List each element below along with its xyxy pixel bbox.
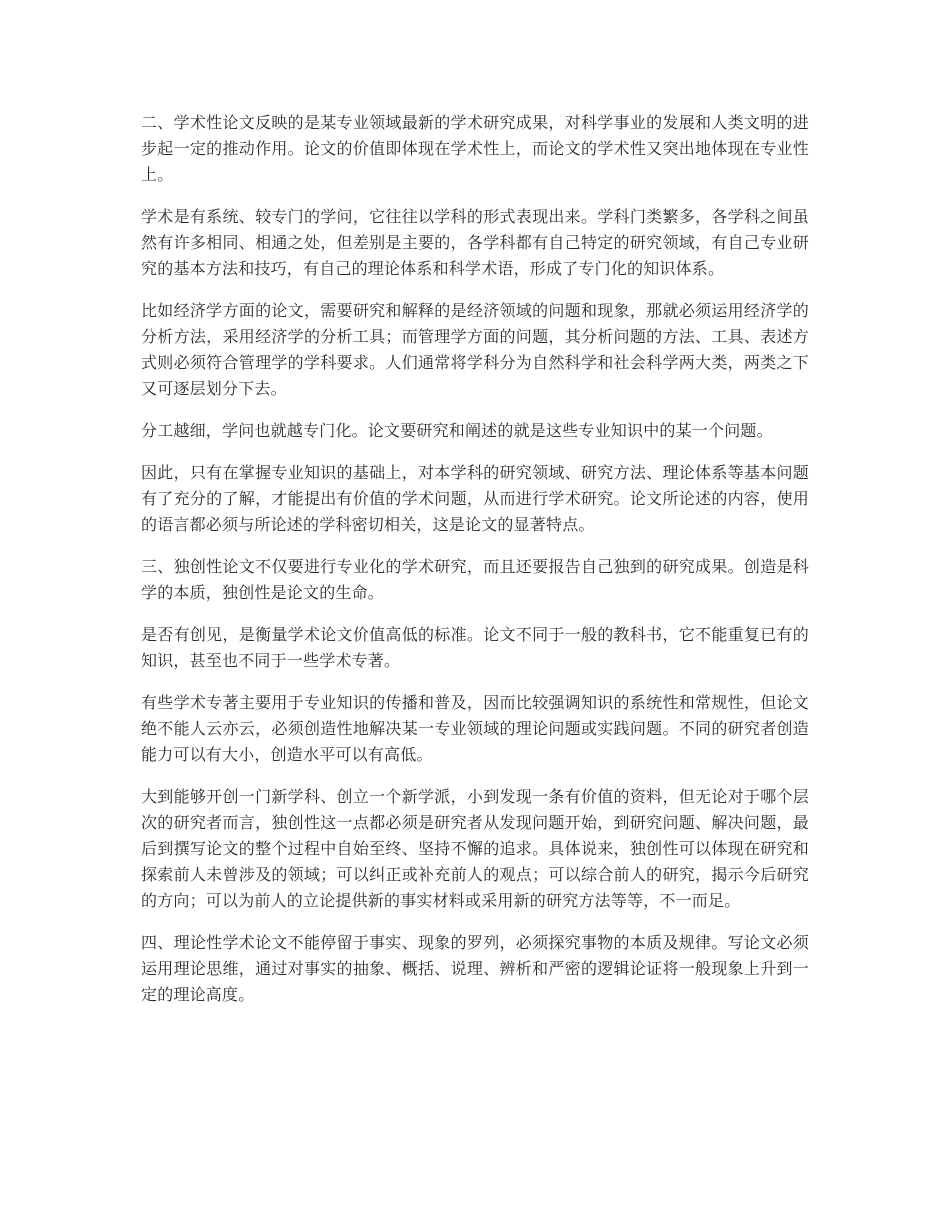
paragraph: 学术是有系统、较专门的学问，它往往以学科的形式表现出来。学科门类繁多，各学科之间虽然有许多相同、相通之处，但差别是主要的，各学科都有自己特定的研究领域，有自己专业研究的基本方法和技巧，有自己的理论体系和科学术语，形成了专门化的知识体系。 xyxy=(141,207,809,278)
paragraph: 四、理论性学术论文不能停留于事实、现象的罗列，必须探究事物的本质及规律。写论文必须运用理论思维，通过对事实的抽象、概括、说理、辨析和严密的逻辑论证将一般现象上升到一定的理论高度。 xyxy=(141,933,809,1004)
paragraph: 是否有创见，是衡量学术论文价值高低的标准。论文不同于一般的教科书，它不能重复已有的知识，甚至也不同于一些学术专著。 xyxy=(141,625,809,670)
paragraph: 二、学术性论文反映的是某专业领域最新的学术研究成果，对科学事业的发展和人类文明的进步起一定的推动作用。论文的价值即体现在学术性上，而论文的学术性又突出地体现在专业性上。 xyxy=(141,113,809,184)
paragraph: 大到能够开创一门新学科、创立一个新学派，小到发现一条有价值的资料，但无论对于哪个层次的研究者而言，独创性这一点都必须是研究者从发现问题开始，到研究问题、解决问题，最后到撰写论文的整个过程中自始至终、坚持不懈的追求。具体说来，独创性可以体现在研究和探索前人未曾涉及的领域；可以纠正或补充前人的观点；可以综合前人的研究，揭示今后研究的方向；可以为前人的立论提供新的事实材料或采用新的研究方法等等，不一而足。 xyxy=(141,787,809,910)
paragraph: 三、独创性论文不仅要进行专业化的学术研究，而且还要报告自己独到的研究成果。创造是科学的本质，独创性是论文的生命。 xyxy=(141,557,809,602)
paragraph: 有些学术专著主要用于专业知识的传播和普及，因而比较强调知识的系统性和常规性，但论文绝不能人云亦云，必须创造性地解决某一专业领域的理论问题或实践问题。不同的研究者创造能力可以有大小，创造水平可以有高低。 xyxy=(141,693,809,764)
document-page xyxy=(141,110,809,1024)
paragraph: 因此，只有在掌握专业知识的基础上，对本学科的研究领域、研究方法、理论体系等基本问题有了充分的了解，才能提出有价值的学术问题，从而进行学术研究。论文所论述的内容，使用的语言都必须与所论述的学科密切相关，这是论文的显著特点。 xyxy=(141,463,809,534)
paragraph: 比如经济学方面的论文，需要研究和解释的是经济领域的问题和现象，那就必须运用经济学的分析方法，采用经济学的分析工具；而管理学方面的问题，其分析问题的方法、工具、表述方式则必须符合管理学的学科要求。人们通常将学科分为自然科学和社会科学两大类，两类之下又可逐层划分下去。 xyxy=(141,301,809,398)
paragraph: 分工越细，学问也就越专门化。论文要研究和阐述的就是这些专业知识中的某一个问题。 xyxy=(141,421,773,440)
